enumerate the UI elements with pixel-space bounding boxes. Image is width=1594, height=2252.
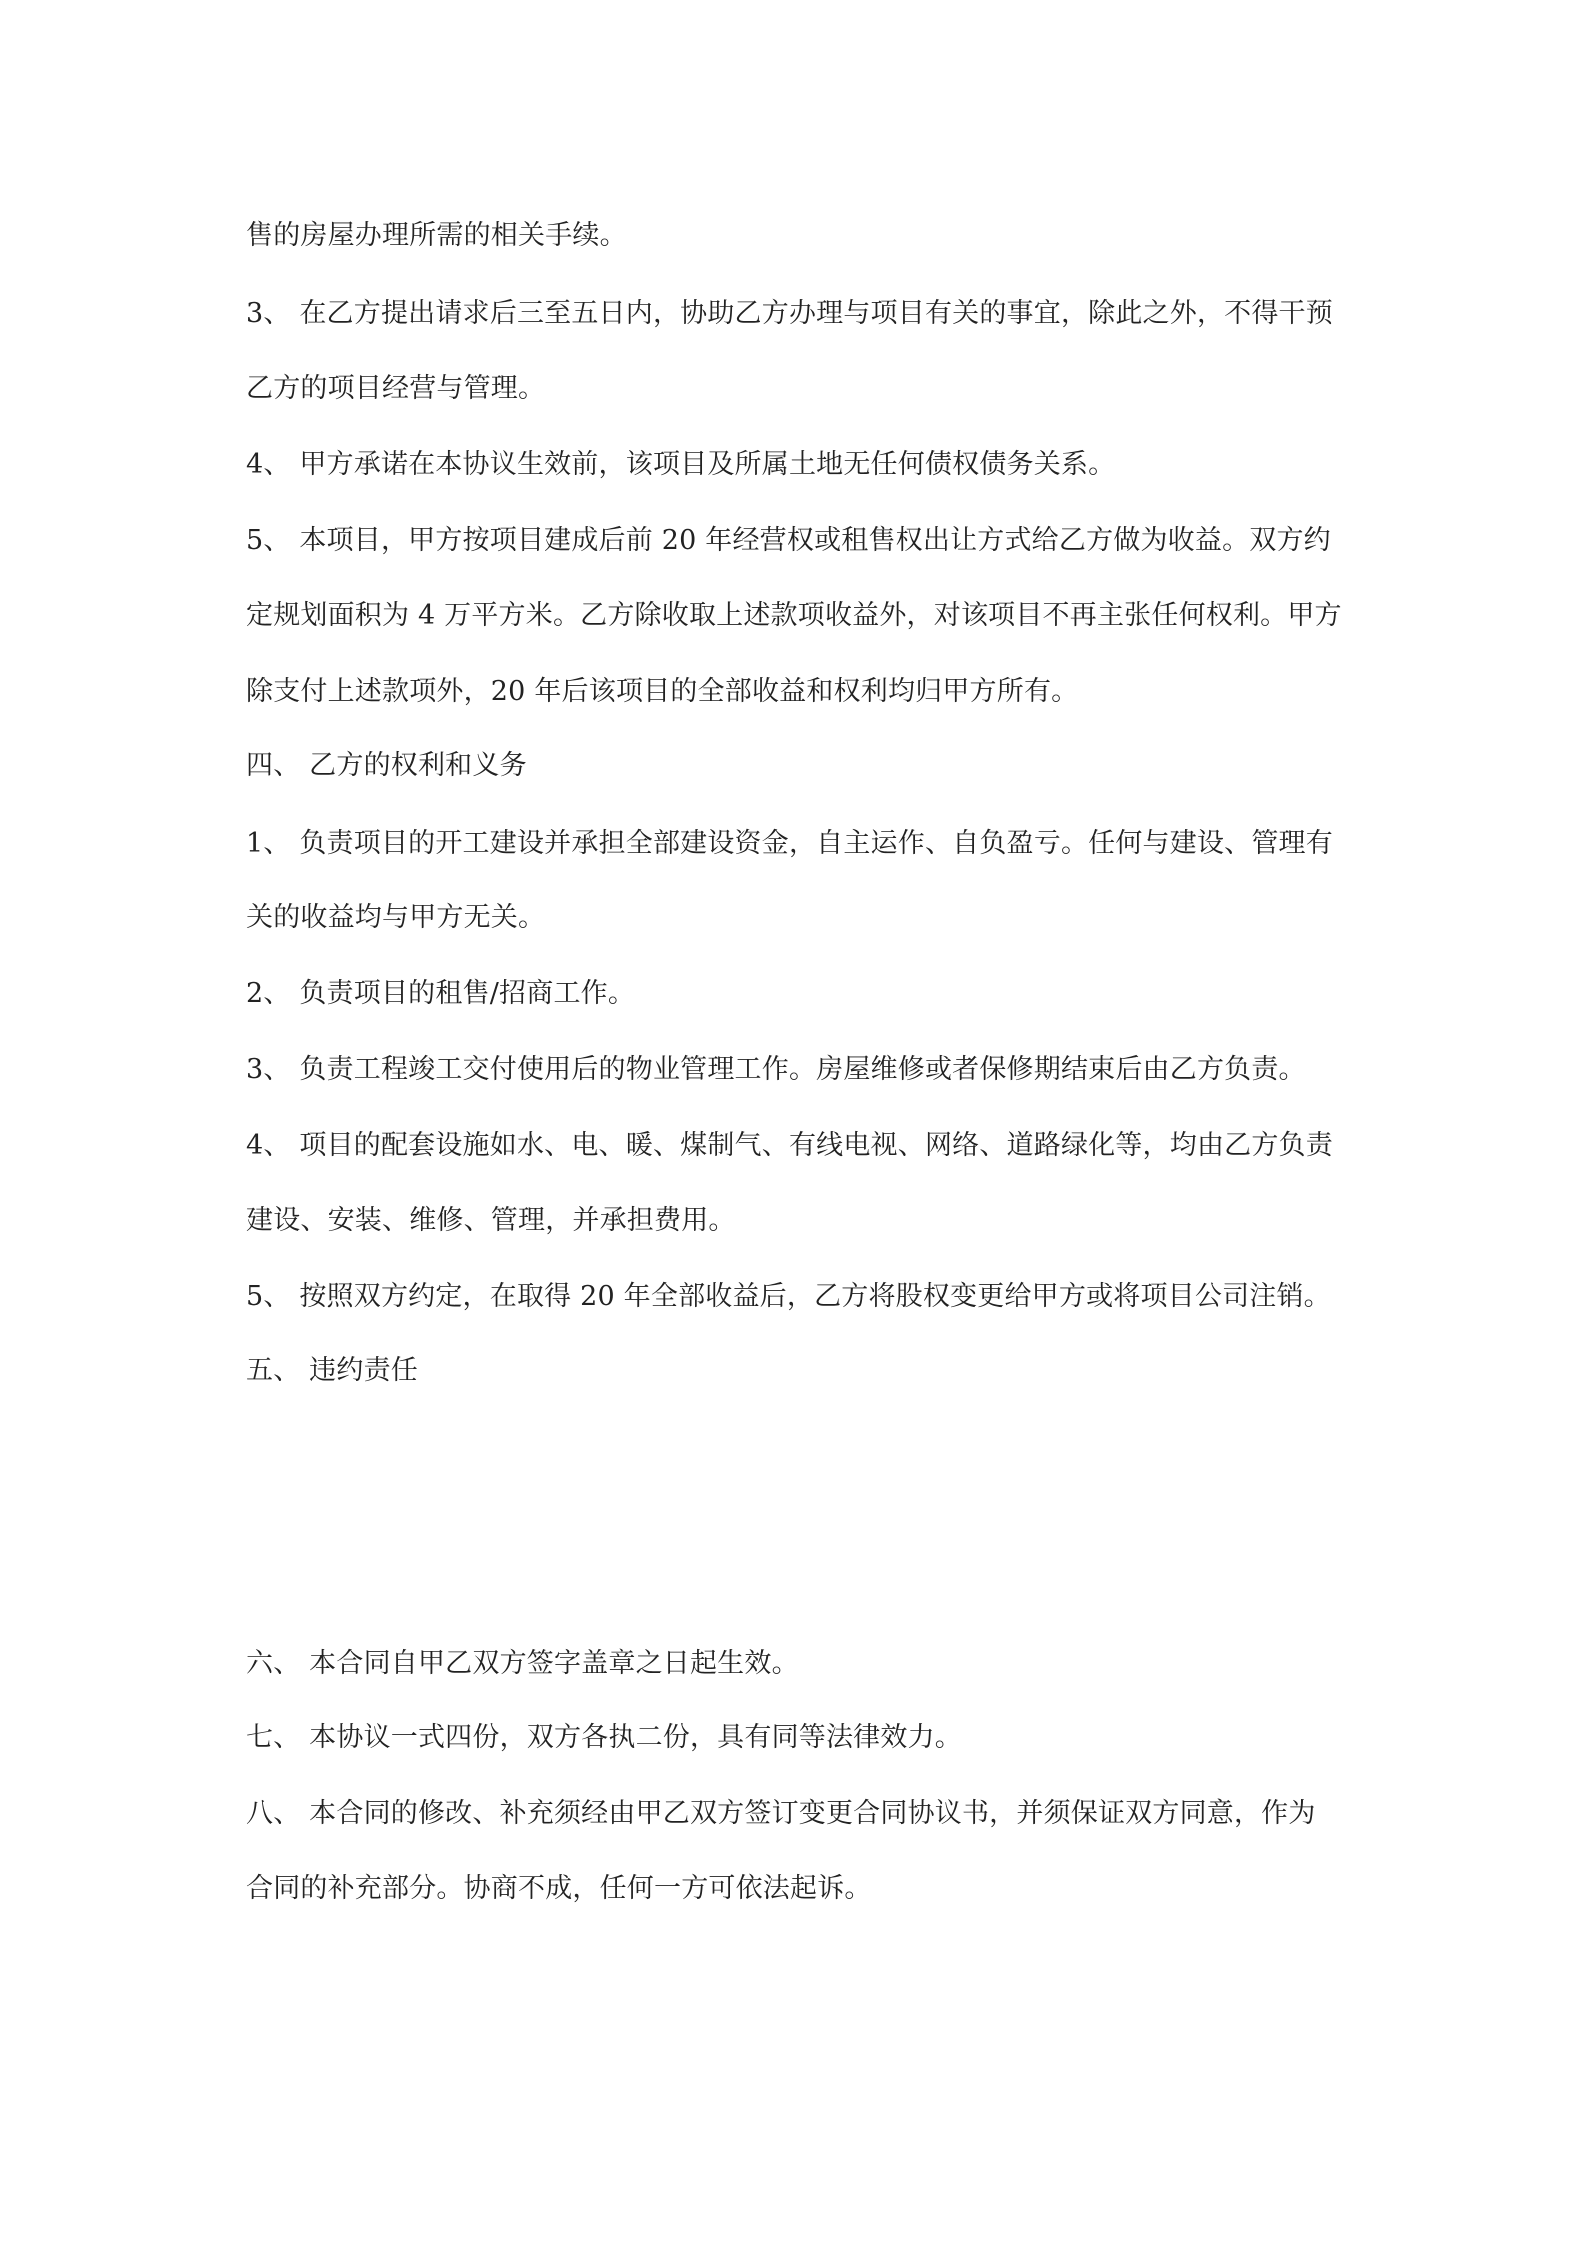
section-8: 八、 本合同的修改、补充须经由甲乙双方签订变更合同协议书，并须保证双方同意，作为	[246, 1798, 1316, 1829]
text-line-9: 1、 负责项目的开工建设并承担全部建设资金，自主运作、自负盈亏。任何与建设、管理有	[246, 828, 1333, 859]
section-6: 六、 本合同自甲乙双方签字盖章之日起生效。	[246, 1648, 799, 1679]
text-line-6: 定规划面积为 4 万平方米。乙方除收取上述款项收益外，对该项目不再主张任何权利。甲方	[246, 600, 1342, 631]
text-line-2: 3、 在乙方提出请求后三至五日内，协助乙方办理与项目有关的事宜，除此之外，不得干预	[246, 298, 1333, 329]
section-heading-5: 五、 违约责任	[246, 1355, 418, 1386]
section-heading-4: 四、 乙方的权利和义务	[246, 750, 527, 781]
text-line-5: 5、 本项目，甲方按项目建成后前 20 年经营权或租售权出让方式给乙方做为收益。双方约	[246, 525, 1331, 556]
text-line-1: 售的房屋办理所需的相关手续。	[246, 220, 627, 251]
text-line-20: 合同的补充部分。协商不成，任何一方可依法起诉。	[246, 1873, 872, 1904]
section-7: 七、 本协议一式四份，双方各执二份，具有同等法律效力。	[246, 1722, 962, 1753]
text-line-11: 2、 负责项目的租售/招商工作。	[246, 978, 636, 1009]
text-line-15: 5、 按照双方约定，在取得 20 年全部收益后，乙方将股权变更给甲方或将项目公司注销。	[246, 1281, 1331, 1312]
text-line-3: 乙方的项目经营与管理。	[246, 373, 546, 404]
text-line-10: 关的收益均与甲方无关。	[246, 902, 546, 933]
text-line-12: 3、 负责工程竣工交付使用后的物业管理工作。房屋维修或者保修期结束后由乙方负责。	[246, 1054, 1306, 1085]
text-line-4: 4、 甲方承诺在本协议生效前，该项目及所属土地无任何债权债务关系。	[246, 449, 1116, 480]
text-line-14: 建设、安装、维修、管理，并承担费用。	[246, 1205, 736, 1236]
text-line-13: 4、 项目的配套设施如水、电、暖、煤制气、有线电视、网络、道路绿化等，均由乙方负责	[246, 1130, 1333, 1161]
text-line-7: 除支付上述款项外，20 年后该项目的全部收益和权利均归甲方所有。	[246, 676, 1079, 707]
